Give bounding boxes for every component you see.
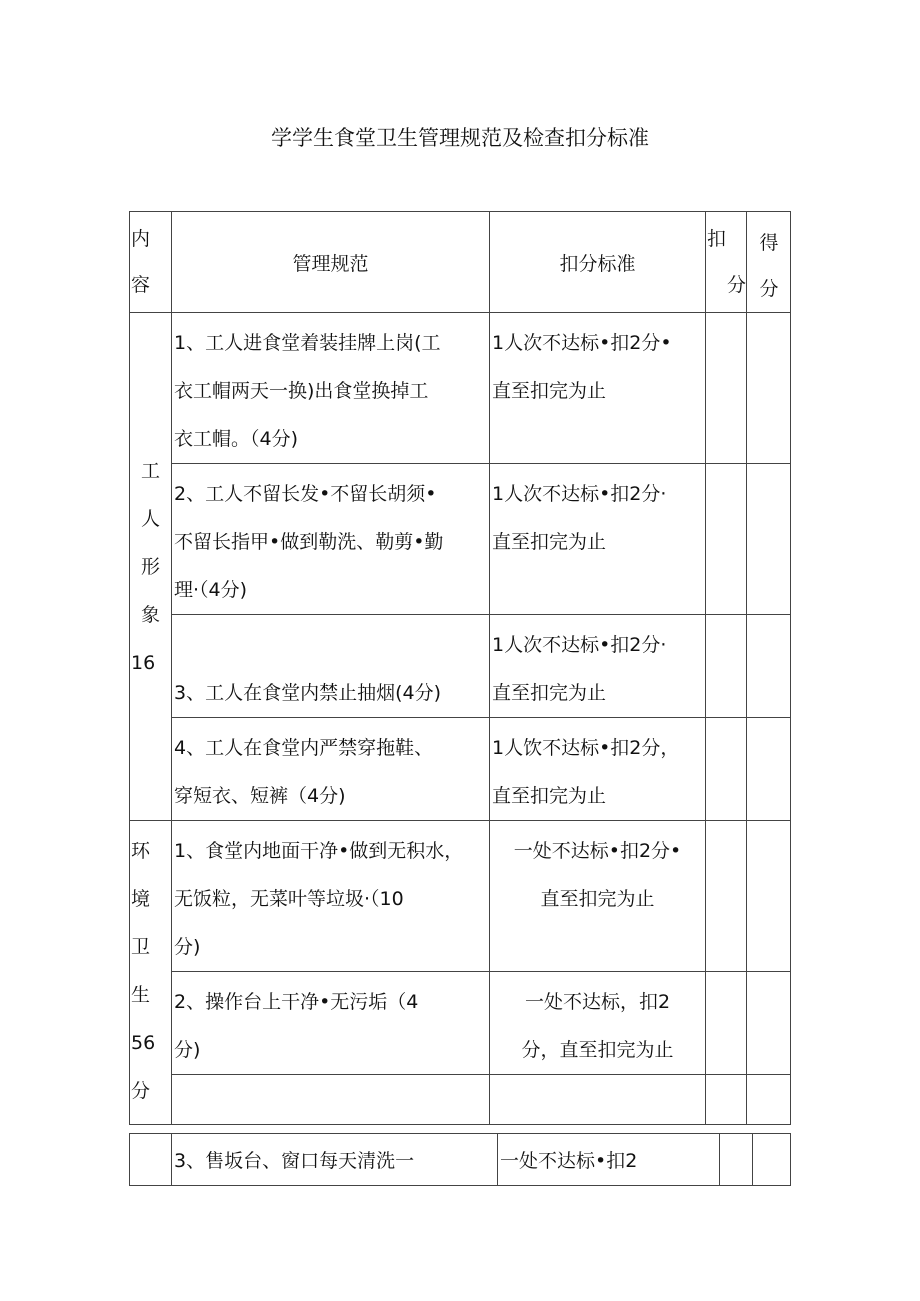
norm-line: 分) [174, 936, 201, 958]
deduct-cell [706, 821, 747, 972]
standard-cell [490, 615, 706, 718]
score-cell [747, 821, 791, 972]
score-cell [747, 972, 791, 1075]
table-row [130, 464, 791, 615]
standard-cell [490, 464, 706, 615]
deduct-cell [706, 615, 747, 718]
header-deduct-line-1: 扣 [707, 228, 727, 250]
page-title: 学学生食堂卫生管理规范及检查扣分标准 [271, 126, 649, 150]
standard-line: 1人次不达标•扣2分· [492, 483, 667, 505]
norm-line: 无饭粒，无菜叶等垃圾·（10 [174, 888, 404, 910]
standard-cell [490, 1075, 706, 1125]
header-content-line-1: 内 [131, 228, 151, 250]
norm-cell [172, 313, 490, 464]
category-environment-line: 生 [131, 984, 151, 1006]
norm-line: 穿短衣、短裤（4分) [174, 785, 346, 807]
standard-line: 直至扣完为止 [492, 785, 607, 807]
header-deduct [706, 212, 747, 313]
deduct-cell [706, 464, 747, 615]
category-environment-line: 56 [131, 1032, 156, 1054]
score-cell [747, 1075, 791, 1125]
norm-cell [172, 464, 490, 615]
score-cell [753, 1134, 791, 1186]
standard-line: 一处不达标•扣2分• [513, 840, 682, 862]
continued-table [129, 1133, 791, 1186]
standard-line: 分，直至扣完为止 [521, 1039, 674, 1061]
norm-cell [172, 821, 490, 972]
standard-line: 直至扣完为止 [492, 531, 607, 553]
norm-line: 衣工帽。（4分) [174, 428, 299, 450]
standard-line: 直至扣完为止 [492, 380, 607, 402]
category-worker-line: 工 [140, 459, 160, 482]
table-row-empty [130, 1075, 791, 1125]
category-worker-line: 人 [140, 507, 160, 530]
table-row [130, 972, 791, 1075]
category-environment-line: 卫 [131, 936, 151, 958]
table-row [130, 1134, 791, 1186]
standard-cell: 一处不达标•扣2 [498, 1134, 720, 1186]
standard-line: 一处不达标，扣2 [524, 991, 671, 1013]
standard-line: 直至扣完为止 [540, 888, 655, 910]
category-cell [130, 1134, 172, 1186]
header-content [130, 212, 172, 313]
standard-cell [490, 821, 706, 972]
score-cell [747, 718, 791, 821]
inspection-table [129, 211, 791, 1125]
norm-line: 2、工人不留长发•不留长胡须• [174, 483, 437, 505]
norm-line: 2、操作台上干净•无污垢（4 [174, 991, 419, 1013]
table-row [130, 615, 791, 718]
score-cell [747, 464, 791, 615]
deduct-cell [706, 718, 747, 821]
category-worker-line: 象 [140, 603, 160, 626]
category-worker-score: 16 [131, 651, 156, 674]
deduct-cell [720, 1134, 753, 1186]
header-score [747, 212, 791, 313]
table-row [130, 718, 791, 821]
header-standard: 扣分标准 [490, 212, 706, 313]
standard-line: 1人饮不达标•扣2分， [492, 737, 680, 759]
standard-cell [490, 718, 706, 821]
table-row [130, 821, 791, 972]
deduct-cell [706, 1075, 747, 1125]
norm-line: 理·（4分) [174, 579, 248, 601]
category-worker [130, 313, 172, 821]
score-cell [747, 313, 791, 464]
header-deduct-line-2: 分 [726, 274, 746, 296]
norm-cell [172, 972, 490, 1075]
norm-cell [172, 615, 490, 718]
category-environment-line: 分 [131, 1080, 151, 1102]
table-row [130, 313, 791, 464]
deduct-cell [706, 972, 747, 1075]
category-environment [130, 821, 172, 1125]
norm-line: 1、工人进食堂着装挂牌上岗(工 [174, 332, 441, 354]
category-worker-line: 形 [140, 555, 160, 578]
norm-line: 分) [174, 1039, 201, 1061]
header-score-line-1: 得 [759, 232, 779, 254]
score-cell [747, 615, 791, 718]
norm-cell [172, 718, 490, 821]
category-environment-line: 环 [131, 840, 151, 862]
standard-line: 直至扣完为止 [492, 682, 607, 704]
standard-cell [490, 972, 706, 1075]
standard-line: 1人次不达标•扣2分• [492, 332, 672, 354]
deduct-cell [706, 313, 747, 464]
norm-line: 3、工人在食堂内禁止抽烟(4分) [174, 682, 442, 704]
standard-cell [490, 313, 706, 464]
norm-line: 不留长指甲•做到勒洗、勒剪•勤 [174, 531, 444, 553]
norm-line: 衣工帽两天一换)出食堂换掉工 [174, 380, 429, 402]
header-score-line-2: 分 [759, 278, 779, 300]
norm-cell: 3、售坂台、窗口每天清洗一 [172, 1134, 498, 1186]
header-row [130, 212, 791, 313]
norm-cell [172, 1075, 490, 1125]
standard-line: 1人次不达标•扣2分· [492, 634, 667, 656]
norm-line: 1、食堂内地面干净•做到无积水， [174, 840, 464, 862]
header-content-line-2: 容 [131, 274, 151, 296]
norm-line: 4、工人在食堂内严禁穿拖鞋、 [174, 737, 434, 759]
header-norm: 管理规范 [172, 212, 490, 313]
category-environment-line: 境 [131, 888, 151, 910]
